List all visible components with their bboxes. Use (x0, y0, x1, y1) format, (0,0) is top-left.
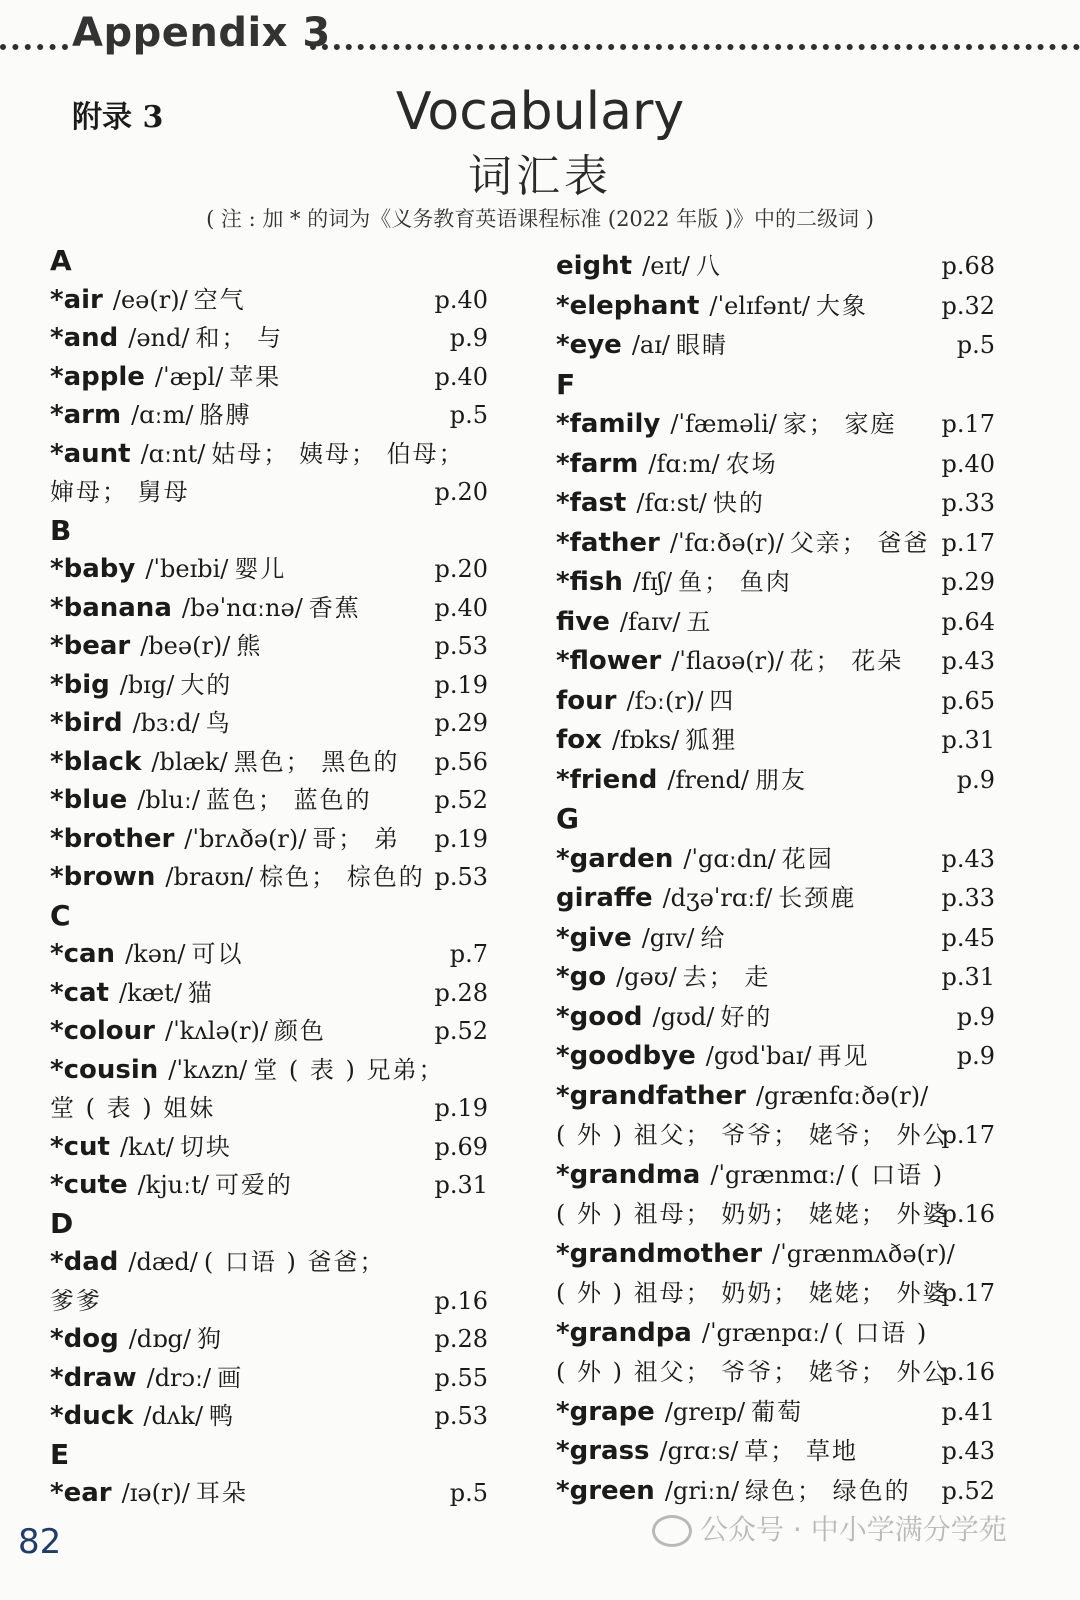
entry-meaning: 蓝色； 蓝色的 (206, 786, 372, 814)
entry-continuation (50, 473, 190, 511)
entry-word: *grandfather (556, 1080, 746, 1111)
entry-page-ref: p.31 (941, 963, 995, 991)
entry-page-ref: p.28 (434, 1325, 488, 1353)
entry-word: *grandpa (556, 1317, 692, 1348)
vocabulary-entry (50, 1359, 243, 1397)
vocabulary-entry (50, 627, 262, 665)
entry-meaning: 可以 (191, 940, 244, 968)
vocabulary-entry (556, 1432, 858, 1470)
vocabulary-entry (556, 405, 897, 443)
entry-word: *ear (50, 1478, 112, 1508)
vocabulary-entry (50, 1051, 445, 1089)
vocabulary-entry (556, 326, 728, 364)
entry-meaning: 鱼； 鱼肉 (678, 568, 792, 596)
vocabulary-entry (50, 781, 372, 819)
vocabulary-entry (556, 919, 726, 957)
section-letter: E (50, 1437, 70, 1471)
entry-phonetic: /ˈkʌzn/ (168, 1055, 248, 1084)
vocabulary-entry (556, 603, 712, 641)
entry-phonetic: /ɑːm/ (131, 401, 194, 429)
entry-page-ref: p.33 (941, 489, 995, 517)
entry-page-ref: p.40 (434, 593, 488, 622)
entry-phonetic: /gʊd/ (652, 1002, 715, 1031)
vocabulary-entry (556, 287, 868, 325)
entry-meaning: 四 (709, 686, 736, 715)
entry-word: *cut (50, 1131, 110, 1162)
page-number: 82 (18, 1522, 62, 1562)
entry-phonetic: /ˈfæməli/ (670, 410, 777, 438)
vocabulary-entry (50, 319, 283, 357)
entry-meaning: 切块 (179, 1132, 232, 1161)
vocabulary-entry (50, 1166, 293, 1204)
appendix-header-bar (0, 10, 1080, 62)
entry-word: *give (556, 922, 632, 953)
entry-word: *cousin (50, 1054, 159, 1085)
entry-page-ref: p.29 (941, 568, 995, 596)
entry-page-ref: p.5 (956, 331, 995, 359)
entry-phonetic: /kæt/ (118, 978, 182, 1007)
entry-phonetic: /griːn/ (664, 1476, 740, 1505)
vocabulary-entry (50, 1474, 248, 1512)
entry-word: *green (556, 1475, 655, 1506)
entry-word: *goodbye (556, 1041, 696, 1071)
entry-phonetic: /eɪt/ (642, 252, 690, 280)
entry-word: *dog (50, 1324, 119, 1354)
entry-meaning: 农场 (725, 449, 778, 478)
entry-meaning: 堂 ( 表 ) 兄弟； (253, 1055, 445, 1084)
entry-word: *family (556, 409, 661, 439)
vocabulary-entry (50, 1397, 235, 1435)
entry-meaning: 大象 (815, 291, 868, 320)
entry-page-ref: p.20 (434, 478, 488, 506)
entry-phonetic: /dæd/ (128, 1248, 198, 1276)
entry-page-ref: p.43 (941, 844, 995, 873)
entry-meaning: 胳膊 (199, 401, 252, 429)
entry-phonetic: /braʊn/ (165, 863, 254, 891)
dotted-rule-right (310, 44, 1080, 50)
entry-phonetic: /ənd/ (128, 324, 190, 352)
vocabulary-entry (50, 589, 361, 627)
vocabulary-entry (556, 247, 722, 285)
entry-word: *aunt (50, 438, 131, 469)
entry-meaning: 五 (686, 607, 713, 636)
vocabulary-entry (50, 1320, 223, 1358)
vocabulary-entry (556, 721, 737, 759)
entry-page-ref: p.9 (956, 765, 995, 794)
entry-page-ref: p.19 (434, 1094, 488, 1122)
entry-page-ref: p.69 (434, 1132, 488, 1161)
entry-meaning: 鸟 (205, 709, 232, 737)
entry-phonetic: /ˈgɑːdn/ (683, 844, 776, 873)
vocabulary-entry (50, 858, 425, 896)
section-letter: F (556, 367, 576, 401)
entry-phonetic: /ˈkʌlə(r)/ (164, 1017, 268, 1045)
watermark-text: 公众号 · 中小学满分学苑 (700, 1513, 1007, 1546)
vocabulary-entry (556, 682, 735, 720)
entry-page-ref: p.43 (941, 1437, 995, 1465)
entry-phonetic: /eə(r)/ (112, 285, 188, 314)
entry-phonetic: /ˈelɪfənt/ (709, 291, 810, 320)
entry-page-ref: p.40 (434, 362, 488, 391)
entry-word: *air (50, 284, 103, 315)
entry-page-ref: p.56 (434, 747, 488, 776)
entry-page-ref: p.16 (941, 1358, 995, 1386)
entry-page-ref: p.17 (941, 528, 995, 557)
entry-continuation (50, 1089, 215, 1127)
entry-meaning: 姑母； 姨母； 伯母； (211, 439, 465, 468)
vocabulary-entry (556, 1472, 911, 1510)
entry-word: *black (50, 746, 142, 777)
page-title: Vocabulary (395, 82, 685, 142)
entry-meaning: ( 外 ) 祖父； 爷爷； 姥爷； 外公 (556, 1358, 949, 1386)
entry-meaning: 花园 (781, 844, 834, 873)
entry-word: *banana (50, 592, 172, 623)
entry-continuation (556, 1353, 949, 1391)
entry-page-ref: p.19 (434, 824, 488, 853)
entry-phonetic: /drɔː/ (146, 1363, 212, 1392)
entry-meaning: 熊 (236, 632, 263, 660)
entry-word: *bear (50, 631, 131, 661)
entry-meaning: 家； 家庭 (782, 410, 897, 438)
entry-page-ref: p.9 (956, 1042, 995, 1070)
entry-word: *flower (556, 646, 662, 676)
entry-meaning: 画 (217, 1363, 244, 1392)
entry-word: *elephant (556, 290, 700, 321)
vocabulary-entry (556, 524, 929, 562)
entry-meaning: 好的 (720, 1002, 773, 1031)
entry-phonetic: /bɜːd/ (132, 709, 200, 737)
entry-phonetic: /gʊdˈbaɪ/ (705, 1042, 812, 1070)
entry-word: *dad (50, 1247, 119, 1277)
entry-page-ref: p.52 (434, 1017, 488, 1045)
entry-phonetic: /ɪə(r)/ (121, 1479, 190, 1507)
entry-meaning: 草； 草地 (744, 1437, 858, 1465)
entry-word: *and (50, 323, 119, 353)
entry-meaning: 香蕉 (308, 593, 361, 622)
appendix-label: Appendix 3 (72, 10, 331, 56)
entry-phonetic: /ˈbeɪbi/ (145, 555, 229, 583)
entry-meaning: 父亲； 爸爸 (789, 528, 930, 557)
entry-meaning: 棕色； 棕色的 (259, 863, 425, 891)
entry-page-ref: p.52 (941, 1476, 995, 1505)
entry-phonetic: /ɑːnt/ (140, 439, 206, 468)
entry-word: *brother (50, 823, 175, 854)
entry-page-ref: p.20 (434, 555, 488, 583)
entry-page-ref: p.7 (449, 940, 488, 968)
entry-meaning: 眼睛 (675, 331, 728, 359)
entry-word: *cat (50, 977, 109, 1008)
entry-meaning: ( 口语 ) 爸爸； (203, 1248, 386, 1276)
entry-page-ref: p.65 (941, 686, 995, 715)
entry-word: *go (556, 962, 607, 992)
vocabulary-entry (50, 935, 243, 973)
entry-page-ref: p.52 (434, 786, 488, 814)
entry-page-ref: p.33 (941, 884, 995, 912)
entry-page-ref: p.17 (941, 1279, 995, 1307)
entry-word: *fish (556, 567, 623, 597)
vocabulary-entry (556, 879, 856, 917)
entry-meaning: ( 口语 ) (834, 1318, 929, 1347)
entry-word: *farm (556, 448, 639, 479)
entry-phonetic: /frend/ (667, 765, 749, 794)
entry-phonetic: /greɪp/ (664, 1397, 746, 1426)
entry-meaning: 八 (695, 252, 722, 280)
entry-page-ref: p.64 (941, 607, 995, 636)
entry-word: *grape (556, 1396, 655, 1427)
entry-meaning: ( 外 ) 祖父； 爷爷； 姥爷； 外公 (556, 1121, 949, 1149)
entry-meaning: 猫 (187, 978, 214, 1007)
entry-word: *grandma (556, 1159, 701, 1190)
entry-meaning: 哥； 弟 (312, 824, 400, 853)
vocabulary-entry (50, 743, 399, 781)
entry-meaning: 长颈鹿 (778, 884, 857, 912)
entry-meaning: 和； 与 (195, 324, 284, 352)
entry-phonetic: /bluː/ (137, 786, 201, 814)
vocabulary-entry (556, 958, 770, 996)
entry-page-ref: p.45 (941, 923, 995, 952)
entry-phonetic: /kjuːt/ (137, 1171, 209, 1199)
entry-page-ref: p.43 (941, 647, 995, 675)
entry-phonetic: /ˈfɑːðə(r)/ (669, 528, 784, 557)
entry-word: *cute (50, 1170, 128, 1200)
entry-phonetic: /ˈæpl/ (154, 362, 224, 391)
entry-word: *eye (556, 330, 622, 360)
entry-word: *baby (50, 554, 136, 584)
entry-page-ref: p.5 (449, 401, 488, 429)
entry-phonetic: /fɔː(r)/ (626, 686, 704, 715)
vocabulary-entry (556, 484, 765, 522)
entry-phonetic: /ˈgrænpɑː/ (701, 1318, 829, 1347)
entry-phonetic: /ˈflaʊə(r)/ (671, 647, 784, 675)
entry-phonetic: /bəˈnɑːnə/ (181, 593, 303, 622)
entry-phonetic: /aɪ/ (631, 331, 670, 359)
entry-page-ref: p.9 (956, 1002, 995, 1031)
entry-page-ref: p.31 (941, 726, 995, 754)
entry-word: *blue (50, 785, 128, 815)
vocabulary-entry (50, 974, 214, 1012)
entry-continuation (556, 1195, 949, 1233)
section-letter: A (50, 244, 72, 277)
entry-phonetic: /fɑːm/ (648, 449, 720, 478)
vocabulary-entry (556, 1393, 803, 1431)
entry-word: *fast (556, 488, 627, 518)
entry-word: *brown (50, 862, 156, 892)
entry-meaning: 婶母； 舅母 (50, 478, 190, 506)
vocabulary-entry (50, 550, 286, 588)
vocabulary-entry (556, 840, 834, 878)
entry-page-ref: p.40 (941, 449, 995, 478)
vocabulary-entry (556, 1037, 869, 1075)
entry-word: five (556, 606, 610, 637)
entry-meaning: 耳朵 (195, 1479, 248, 1507)
entry-meaning: 葡萄 (751, 1397, 804, 1426)
vocabulary-entry (556, 998, 772, 1036)
entry-word: giraffe (556, 883, 653, 913)
section-letter: G (556, 802, 579, 835)
entry-phonetic: /fɪʃ/ (632, 568, 673, 596)
entry-page-ref: p.16 (434, 1286, 488, 1315)
vocabulary-entry (50, 704, 232, 742)
vocabulary-entry (556, 1077, 934, 1115)
entry-meaning: 黑色； 黑色的 (233, 747, 400, 776)
entry-page-ref: p.9 (449, 324, 488, 352)
entry-word: *apple (50, 361, 145, 392)
entry-meaning: 狐狸 (685, 726, 738, 754)
entry-phonetic: /faɪv/ (619, 607, 681, 636)
entry-meaning: 颜色 (273, 1017, 326, 1045)
entry-phonetic: /gɪv/ (641, 923, 695, 952)
entry-meaning: 给 (700, 923, 727, 952)
entry-word: *draw (50, 1362, 137, 1393)
vocabulary-entry (556, 1235, 961, 1273)
entry-page-ref: p.53 (434, 1402, 488, 1430)
entry-word: *bird (50, 708, 123, 738)
entry-continuation (556, 1116, 949, 1154)
vocabulary-entry (50, 1128, 232, 1166)
wechat-icon (652, 1515, 692, 1547)
entry-page-ref: p.5 (449, 1479, 488, 1507)
vocabulary-entry (50, 281, 246, 319)
entry-meaning: 堂 ( 表 ) 姐妹 (50, 1094, 216, 1122)
entry-meaning: 再见 (817, 1042, 870, 1070)
vocabulary-entry (50, 1243, 385, 1281)
entry-meaning: 苹果 (229, 362, 282, 391)
entry-page-ref: p.16 (941, 1200, 995, 1228)
entry-phonetic: /dʒəˈrɑːf/ (662, 884, 773, 912)
entry-continuation (50, 1282, 102, 1320)
vocabulary-entry (50, 820, 400, 858)
entry-word: *big (50, 669, 110, 700)
entry-meaning: ( 外 ) 祖母； 奶奶； 姥姥； 外婆 (556, 1279, 949, 1307)
dotted-rule-left (0, 44, 68, 50)
entry-meaning: 鸭 (209, 1402, 236, 1430)
entry-page-ref: p.17 (941, 410, 995, 438)
entry-phonetic: /blæk/ (151, 747, 228, 776)
entry-word: *good (556, 1001, 643, 1032)
section-letter: C (50, 898, 71, 932)
vocabulary-entry (556, 563, 792, 601)
entry-phonetic: /bɪg/ (119, 670, 175, 699)
entry-word: *grandmother (556, 1238, 763, 1269)
entry-page-ref: p.55 (434, 1363, 488, 1392)
entry-page-ref: p.28 (434, 978, 488, 1007)
entry-meaning: ( 口语 ) (850, 1160, 945, 1189)
entry-word: fox (556, 725, 602, 755)
section-letter: D (50, 1206, 74, 1240)
entry-word: *friend (556, 764, 658, 795)
entry-word: *grass (556, 1436, 650, 1466)
entry-meaning: 爹爹 (50, 1286, 102, 1315)
watermark (652, 1508, 1007, 1548)
entry-page-ref: p.32 (941, 291, 995, 320)
entry-word: *garden (556, 843, 674, 874)
entry-phonetic: /gəʊ/ (616, 963, 677, 991)
entry-page-ref: p.17 (941, 1121, 995, 1149)
entry-word: *duck (50, 1401, 134, 1431)
entry-phonetic: /beə(r)/ (140, 632, 231, 660)
vocabulary-entry (556, 642, 903, 680)
page-subtitle: 词汇表 (468, 151, 612, 202)
entry-phonetic: /fɒks/ (611, 726, 680, 754)
entry-page-ref: p.68 (941, 252, 995, 280)
entry-meaning: 可爱的 (214, 1171, 293, 1199)
entry-phonetic: /dɒg/ (128, 1325, 191, 1353)
entry-word: *colour (50, 1016, 155, 1046)
entry-phonetic: /kən/ (125, 940, 186, 968)
vocabulary-entry (50, 396, 251, 434)
entry-page-ref: p.19 (434, 670, 488, 699)
entry-phonetic: /kʌt/ (119, 1132, 174, 1161)
vocabulary-entry (50, 358, 281, 396)
entry-meaning: 绿色； 绿色的 (745, 1476, 911, 1505)
section-letter: B (50, 513, 72, 547)
entry-phonetic: /ˈbrʌðə(r)/ (184, 824, 307, 853)
note-text: ( 注 : 加 * 的词为《义务教育英语课程标准 (2022 年版 )》中的二级词 ) (206, 207, 874, 231)
vocabulary-entry (556, 1314, 928, 1352)
entry-page-ref: p.40 (434, 285, 488, 314)
entry-meaning: 朋友 (754, 765, 807, 794)
entry-word: four (556, 685, 617, 716)
entry-phonetic: /grɑːs/ (659, 1437, 739, 1465)
entry-page-ref: p.41 (941, 1397, 995, 1426)
entry-phonetic: /grænfɑːðə(r)/ (755, 1081, 929, 1110)
entry-meaning: 去； 走 (682, 963, 771, 991)
vocabulary-entry (50, 1012, 326, 1050)
entry-page-ref: p.31 (434, 1171, 488, 1199)
entry-meaning: 花； 花朵 (789, 647, 904, 675)
entry-word: *father (556, 527, 660, 558)
vocabulary-entry (50, 435, 465, 473)
vocabulary-entry (556, 1156, 944, 1194)
entry-meaning: ( 外 ) 祖母； 奶奶； 姥姥； 外婆 (556, 1200, 949, 1228)
entry-phonetic: /ˈgrænmɑː/ (710, 1160, 845, 1189)
entry-meaning: 空气 (193, 285, 246, 314)
entry-phonetic: /fɑːst/ (636, 489, 707, 517)
entry-page-ref: p.29 (434, 709, 488, 737)
entry-word: *arm (50, 400, 122, 430)
vocabulary-entry (50, 666, 232, 704)
vocabulary-entry (556, 761, 807, 799)
appendix-label-cn: 附录 3 (72, 100, 164, 135)
entry-meaning: 大的 (180, 670, 233, 699)
entry-phonetic: /ˈgrænmʌðə(r)/ (772, 1239, 955, 1268)
entry-continuation (556, 1274, 949, 1312)
entry-meaning: 快的 (712, 489, 765, 517)
entry-word: eight (556, 251, 633, 281)
vocabulary-entry (556, 445, 778, 483)
entry-word: *can (50, 939, 116, 969)
entry-meaning: 狗 (196, 1325, 223, 1353)
entry-page-ref: p.53 (434, 863, 488, 891)
entry-phonetic: /dʌk/ (143, 1402, 204, 1430)
entry-page-ref: p.53 (434, 632, 488, 660)
entry-meaning: 婴儿 (234, 555, 287, 583)
